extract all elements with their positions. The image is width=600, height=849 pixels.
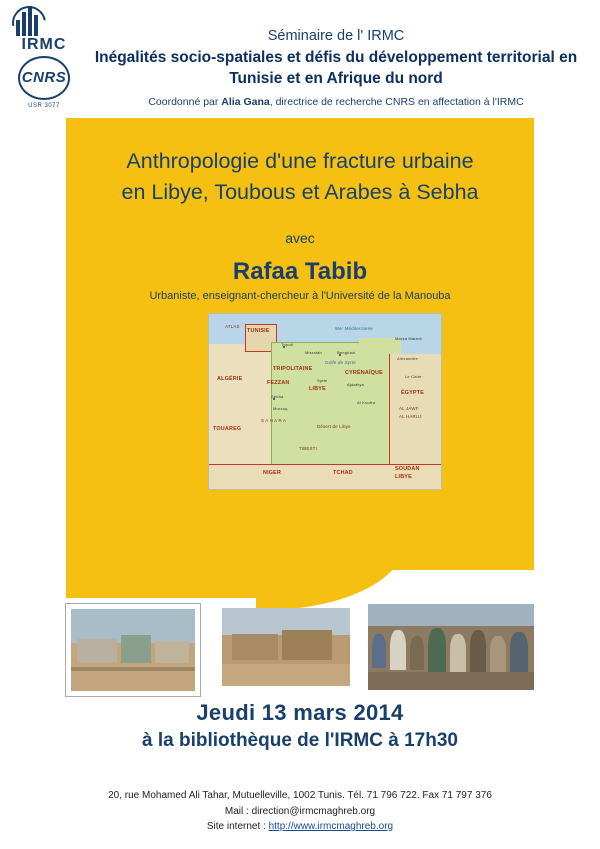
coordinator-line: [80, 96, 592, 108]
map-label: SOUDAN: [395, 466, 420, 472]
poster-header: [0, 0, 600, 118]
map-label: AL JAWF: [399, 406, 419, 411]
irmc-logo-text: IRMC: [21, 36, 67, 53]
map-label: CYRÉNAÏQUE: [345, 370, 383, 376]
map-label: NIGER: [263, 470, 282, 476]
map-label: Misratah: [305, 350, 322, 355]
coordinator-prefix: Coordonné par: [148, 95, 222, 108]
talk-title-line1: Anthropologie d'une fracture urbaine: [126, 149, 474, 173]
map-label: Tripoli: [281, 342, 294, 347]
map-label: TUNISIE: [247, 328, 270, 334]
coordinator-name: Alia Gana: [221, 95, 270, 108]
avec-label: avec: [285, 230, 315, 246]
photo-sebha-street: [66, 604, 200, 696]
map-label: Désert de Libye: [317, 424, 351, 429]
map-label: Benghazi: [337, 350, 356, 355]
footer-mail-line: [0, 804, 600, 820]
map-label: S A H A R A: [261, 418, 287, 423]
usr-code-label: USR 3077: [28, 103, 60, 109]
coordinator-suffix: , directrice de recherche CNRS en affectation à l'IRMC: [269, 95, 524, 108]
map-label: TCHAD: [333, 470, 353, 476]
seminar-title: [80, 48, 592, 90]
map-label: ATLAS: [225, 324, 240, 329]
footer-site-line: [0, 819, 600, 835]
map-label: Mer Méditerranée: [335, 326, 373, 331]
event-location-time: à la bibliothèque de l'IRMC à 17h30: [142, 730, 458, 751]
map-algeria-region: [209, 344, 274, 464]
map-label: TIBESTI: [299, 446, 317, 451]
footer-mail-label: Mail :: [224, 805, 252, 817]
map-label: ÉGYPTE: [401, 390, 425, 396]
logo-group: [8, 6, 80, 109]
seminar-title-line2: Tunisie et en Afrique du nord: [229, 69, 443, 87]
footer-site-label: Site internet :: [206, 821, 269, 832]
map-label: Sebha: [271, 394, 284, 399]
map-label: ALGÉRIE: [217, 376, 243, 382]
libya-map-image: [208, 313, 442, 490]
map-label: Murzuq: [273, 406, 288, 411]
map-label: FEZZAN: [267, 380, 290, 386]
talk-title-line2: en Libye, Toubous et Arabes à Sebha: [121, 180, 479, 205]
map-label: AL HARUJ: [399, 414, 422, 419]
irmc-logo-icon: [12, 6, 76, 52]
yellow-panel: [66, 118, 534, 570]
yellow-panel-lower: [66, 570, 288, 598]
map-label: Alexandrie: [397, 356, 418, 361]
footer-address: 20, rue Mohamed Ali Tahar, Mutuelleville, 1002 Tunis. Tél. 71 796 722. Fax 71 797 376: [108, 790, 492, 801]
photo-market-crowd: [368, 604, 534, 690]
footer-contact: [0, 788, 600, 835]
map-label: Golfe de Syrte: [325, 360, 356, 365]
map-label: TRIPOLITAINE: [273, 366, 313, 372]
footer-mail-value: direction@irmcmaghreb.org: [251, 805, 376, 817]
talk-title: [66, 146, 534, 208]
speaker-name: Rafaa Tabib: [232, 258, 368, 285]
map-label: LIBYE: [395, 474, 412, 480]
map-label: Ajdabiya: [347, 382, 364, 387]
cnrs-logo-icon: CNRS: [18, 56, 70, 100]
map-label: TOUAREG: [213, 426, 242, 432]
map-label: Le Caire: [405, 374, 422, 379]
footer-site-link[interactable]: http://www.irmcmaghreb.org: [268, 821, 394, 832]
photo-mud-architecture: [222, 608, 350, 686]
event-date-block: [0, 700, 600, 752]
seminar-title-line1: Inégalités socio-spatiales et défis du développement territorial en: [94, 49, 578, 66]
seminar-label: Séminaire de l' IRMC: [267, 28, 405, 44]
map-label: Marsa Matruh: [395, 336, 423, 341]
header-text-block: [80, 28, 592, 108]
map-label: Al Koufra: [357, 400, 376, 405]
map-label: Syrte: [317, 378, 328, 383]
event-date: Jeudi 13 mars 2014: [196, 700, 404, 725]
speaker-affiliation: Urbaniste, enseignant-chercheur à l'Université de la Manouba: [149, 290, 451, 302]
map-label: LIBYE: [309, 386, 326, 392]
